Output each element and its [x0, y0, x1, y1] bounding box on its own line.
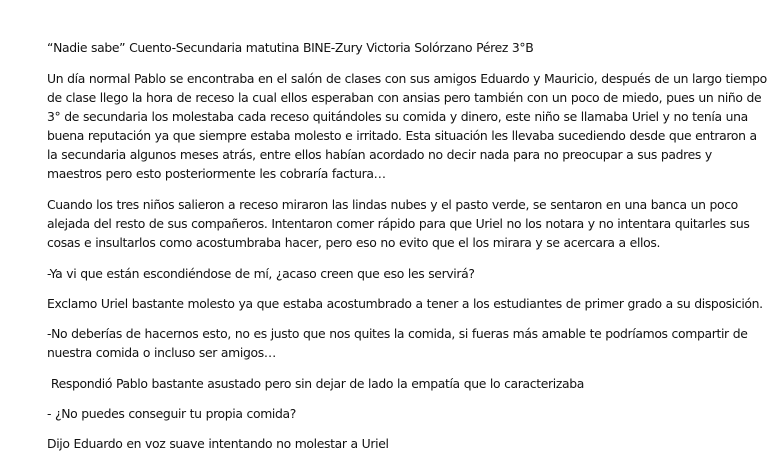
- narration-pablo: Respondió Pablo bastante asustado pero sin dejar de lado la empatía que lo caracterizaba: [47, 376, 585, 391]
- dialogue-pablo: -No deberías de hacernos esto, no es justo que nos quites la comida, si fueras más amable te podríamos compartir de nuestra comida o incluso ser amigos…: [47, 326, 748, 360]
- narration-eduardo: Dijo Eduardo en voz suave intentando no molestar a Uriel: [47, 436, 389, 451]
- paragraph-intro: Un día normal Pablo se encontraba en el salón de clases con sus amigos Eduardo y Mauricio, después de un largo tiempo de clase llego la hora de receso la cual ellos esperaban con ansias pero también con un poco de miedo, pues un niño de 3° de secundaria los molestaba cada receso quitándoles su comida y dinero, este niño se llamaba Uriel y no tenía una buena reputación ya que siempre estaba molesto e irritado. Esta situación les llevaba sucediendo desde que entraron a la secundaria algunos meses atrás, entre ellos habían acordado no decir nada para no preocupar a sus padres y maestros pero esto posteriormente les cobraría factura…: [47, 71, 767, 181]
- dialogue-eduardo: - ¿No puedes conseguir tu propia comida?: [47, 406, 297, 421]
- document-body: [47, 38, 767, 464]
- document-title: “Nadie sabe” Cuento-Secundaria matutina BINE-Zury Victoria Solórzano Pérez 3°B: [47, 40, 534, 55]
- dialogue-uriel: -Ya vi que están escondiéndose de mí, ¿acaso creen que eso les servirá?: [47, 266, 475, 281]
- paragraph-recess: Cuando los tres niños salieron a receso miraron las lindas nubes y el pasto verde, se sentaron en una banca un poco alejada del resto de sus compañeros. Intentaron comer rápido para que Uriel no los notara y no intentara quitarles sus cosas e insultarlos como acostumbraba hacer, pero eso no evito que el los mirara y se acercara a ellos.: [47, 197, 750, 250]
- narration-uriel: Exclamo Uriel bastante molesto ya que estaba acostumbrado a tener a los estudiantes de primer grado a su disposición.: [47, 296, 763, 311]
